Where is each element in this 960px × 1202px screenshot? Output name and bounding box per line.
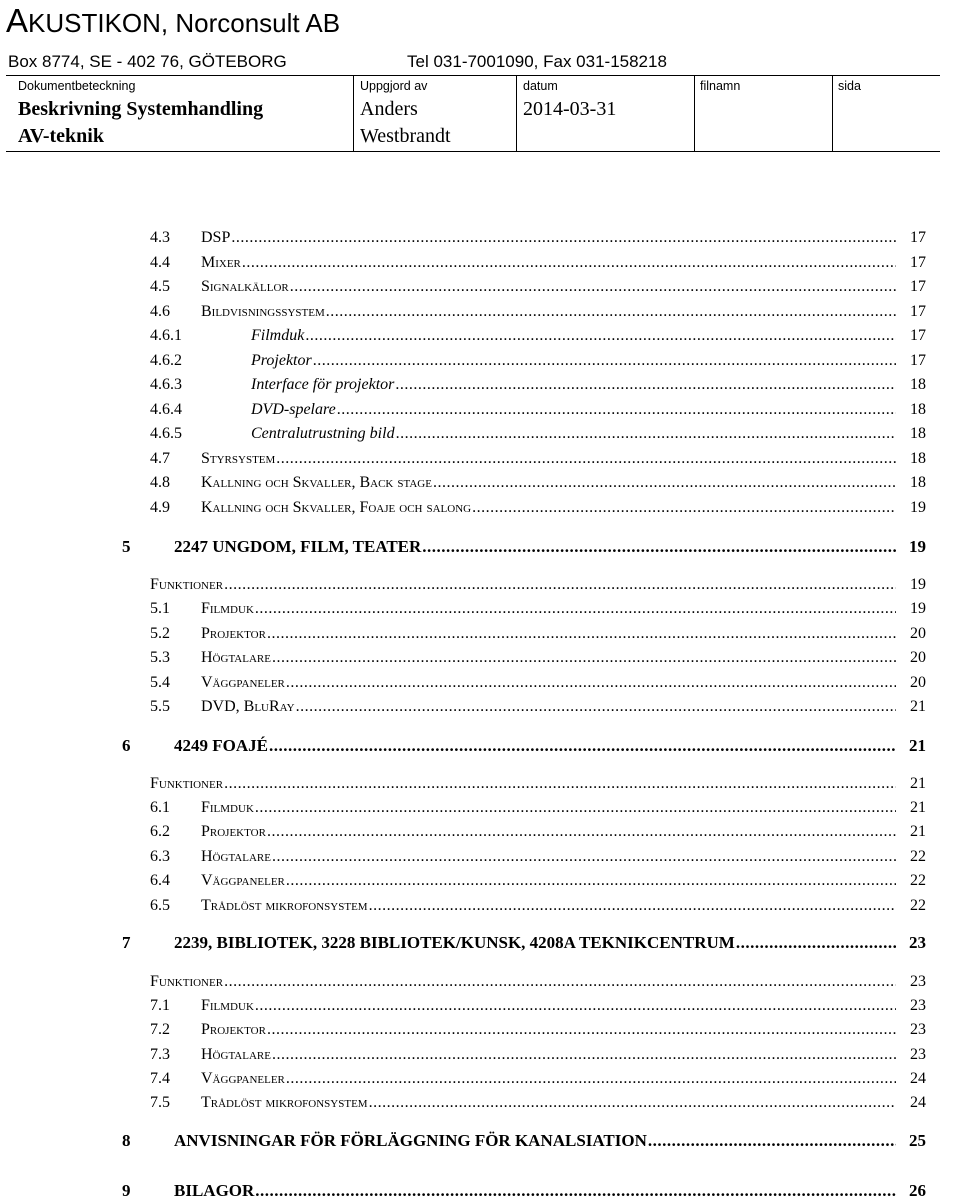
toc-dot-leader	[422, 536, 926, 558]
toc-entry-page-number: 24	[896, 1068, 926, 1090]
toc-entry-leader	[201, 846, 926, 868]
company-name	[6, 4, 340, 40]
toc-entry-number: 4.9	[150, 499, 170, 516]
toc-entry-page-number: 21	[896, 735, 926, 757]
toc-entry-leader	[251, 423, 926, 445]
toc-entry-page-number: 19	[896, 536, 926, 558]
toc-dot-leader	[255, 598, 926, 620]
toc-entry-page-number: 24	[896, 1092, 926, 1114]
toc-entry[interactable]	[0, 1180, 960, 1202]
toc-dot-leader	[231, 227, 926, 249]
toc-entry-title: 4249 FOAJÉ	[174, 736, 268, 755]
toc-entry[interactable]	[0, 1092, 960, 1114]
toc-entry[interactable]	[0, 735, 960, 757]
toc-entry-leader	[251, 350, 926, 372]
toc-entry-page-number: 17	[896, 301, 926, 323]
toc-entry-number: 6.4	[150, 872, 170, 889]
toc-entry-title: DVD, BluRay	[201, 698, 295, 715]
toc-entry-number: 6.5	[150, 897, 170, 914]
toc-entry[interactable]	[0, 301, 960, 323]
field-label: sida	[838, 79, 861, 93]
toc-dot-leader	[290, 276, 926, 298]
toc-entry[interactable]	[0, 350, 960, 372]
toc-entry-number: 4.6.2	[150, 352, 182, 369]
toc-entry[interactable]	[0, 448, 960, 470]
toc-entry-page-number: 26	[896, 1180, 926, 1202]
toc-dot-leader	[255, 1180, 926, 1202]
toc-entry-title: Projektor	[201, 823, 266, 840]
toc-entry-number: 7.3	[150, 1046, 170, 1063]
toc-entry-page-number: 18	[896, 448, 926, 470]
toc-entry-page-number: 20	[896, 623, 926, 645]
toc-entry-page-number: 17	[896, 350, 926, 372]
toc-dot-leader	[369, 895, 926, 917]
toc-entry-leader	[201, 1044, 926, 1066]
toc-entry-title: Projektor	[201, 625, 266, 642]
toc-entry[interactable]	[0, 1068, 960, 1090]
toc-entry-title: Bildvisningssystem	[201, 303, 325, 320]
toc-entry-leader	[174, 1130, 926, 1152]
toc-dot-leader	[242, 252, 926, 274]
toc-entry-leader	[201, 797, 926, 819]
toc-entry-number: 4.6.4	[150, 401, 182, 418]
company-name-initial: A	[6, 2, 29, 39]
toc-entry-leader	[201, 696, 926, 718]
toc-entry-title: Trådlöst mikrofonsystem	[201, 1094, 368, 1111]
toc-entry-title: Högtalare	[201, 1046, 271, 1063]
toc-entry[interactable]	[0, 895, 960, 917]
toc-entry-title: Filmduk	[251, 327, 305, 344]
toc-entry[interactable]	[0, 995, 960, 1017]
toc-entry-leader	[201, 1092, 926, 1114]
toc-entry[interactable]	[0, 773, 960, 795]
toc-entry-number: 9	[122, 1181, 131, 1200]
field-value: Westbrandt	[360, 125, 451, 147]
header-field-author	[360, 79, 451, 150]
header-field-page	[838, 79, 861, 94]
toc-entry-leader	[251, 399, 926, 421]
phone-fax: Tel 031-7001090, Fax 031-158218	[407, 52, 667, 71]
header-field-document	[18, 79, 263, 150]
toc-entry-number: 6.3	[150, 848, 170, 865]
company-address-line	[8, 52, 938, 72]
toc-dot-leader	[337, 399, 926, 421]
toc-entry-page-number: 21	[896, 696, 926, 718]
toc-entry-title: Högtalare	[201, 649, 271, 666]
toc-entry-title: Trådlöst mikrofonsystem	[201, 897, 368, 914]
toc-entry-title: 2239, BIBLIOTEK, 3228 BIBLIOTEK/KUNSK, 4208A TEKNIKCENTRUM	[174, 933, 735, 952]
header-rule-bottom	[6, 151, 940, 152]
field-value: 2014-03-31	[523, 98, 617, 120]
toc-entry[interactable]	[0, 423, 960, 445]
toc-entry-title: Högtalare	[201, 848, 271, 865]
header-column-divider	[694, 76, 695, 151]
toc-entry[interactable]	[0, 227, 960, 249]
toc-entry-title: Funktioner	[150, 576, 224, 593]
toc-dot-leader	[267, 623, 926, 645]
header-column-divider	[353, 76, 354, 151]
field-value: Beskrivning Systemhandling	[18, 98, 264, 120]
toc-dot-leader	[286, 870, 926, 892]
toc-entry-page-number: 23	[896, 1044, 926, 1066]
toc-entry-page-number: 17	[896, 276, 926, 298]
toc-entry-leader	[150, 971, 926, 993]
toc-dot-leader	[272, 1044, 926, 1066]
toc-entry-number: 7.2	[150, 1021, 170, 1038]
toc-entry-leader	[201, 227, 926, 249]
toc-entry-number: 7.5	[150, 1094, 170, 1111]
toc-entry[interactable]	[0, 1130, 960, 1152]
toc-entry-page-number: 17	[896, 325, 926, 347]
toc-entry-page-number: 21	[896, 821, 926, 843]
toc-entry-page-number: 19	[896, 598, 926, 620]
toc-entry[interactable]	[0, 374, 960, 396]
toc-entry-page-number: 22	[896, 870, 926, 892]
toc-entry-number: 6.2	[150, 823, 170, 840]
toc-entry-number: 4.7	[150, 450, 170, 467]
toc-entry[interactable]	[0, 472, 960, 494]
field-value: AV-teknik	[18, 125, 104, 147]
toc-dot-leader	[267, 821, 926, 843]
toc-entry-leader	[201, 995, 926, 1017]
company-name-rest: KUSTIKON, Norconsult AB	[28, 8, 341, 38]
toc-dot-leader	[267, 1019, 926, 1041]
toc-entry-leader	[251, 325, 926, 347]
toc-entry-title: Filmduk	[201, 997, 254, 1014]
toc-entry[interactable]	[0, 1044, 960, 1066]
toc-entry-page-number: 23	[896, 971, 926, 993]
toc-entry-title: Projektor	[201, 1021, 266, 1038]
toc-entry-leader	[174, 735, 926, 757]
toc-entry-title: Kallning och Skvaller, Foaje och salong	[201, 499, 472, 516]
header-column-divider	[516, 76, 517, 151]
toc-entry-page-number: 20	[896, 672, 926, 694]
toc-entry-leader	[201, 647, 926, 669]
toc-entry-title: Väggpaneler	[201, 674, 285, 691]
toc-entry[interactable]	[0, 325, 960, 347]
toc-entry[interactable]	[0, 647, 960, 669]
toc-dot-leader	[396, 423, 926, 445]
toc-entry-title: ANVISNINGAR FÖR FÖRLÄGGNING FÖR KANALSIATION	[174, 1131, 647, 1150]
toc-entry-title: Funktioner	[150, 775, 224, 792]
toc-entry-title: Centralutrustning bild	[251, 425, 395, 442]
toc-entry-leader	[150, 773, 926, 795]
toc-dot-leader	[313, 350, 926, 372]
toc-dot-leader	[395, 374, 926, 396]
toc-entry-page-number: 18	[896, 472, 926, 494]
toc-dot-leader	[224, 574, 926, 596]
toc-entry-leader	[201, 448, 926, 470]
toc-entry-leader	[201, 623, 926, 645]
toc-dot-leader	[305, 325, 926, 347]
toc-entry-number: 5	[122, 537, 131, 556]
header-column-divider	[832, 76, 833, 151]
toc-entry-title: DVD-spelare	[251, 401, 336, 418]
toc-entry[interactable]	[0, 971, 960, 993]
header-field-date	[523, 79, 616, 123]
toc-entry-page-number: 22	[896, 846, 926, 868]
toc-entry-title: Signalkällor	[201, 278, 289, 295]
toc-entry-page-number: 23	[896, 932, 926, 954]
toc-entry-number: 5.4	[150, 674, 170, 691]
toc-dot-leader	[276, 448, 926, 470]
toc-entry[interactable]	[0, 797, 960, 819]
toc-dot-leader	[286, 1068, 926, 1090]
toc-entry-number: 6.1	[150, 799, 170, 816]
toc-entry-leader	[174, 932, 926, 954]
toc-entry[interactable]	[0, 574, 960, 596]
toc-entry-number: 5.5	[150, 698, 170, 715]
toc-entry-number: 8	[122, 1131, 131, 1150]
field-label: Dokumentbeteckning	[18, 79, 136, 93]
toc-entry[interactable]	[0, 672, 960, 694]
toc-entry[interactable]	[0, 536, 960, 558]
toc-entry-title: Mixer	[201, 254, 241, 271]
header-rule-top	[6, 75, 940, 76]
toc-dot-leader	[296, 696, 926, 718]
toc-entry-leader	[201, 252, 926, 274]
toc-entry-number: 6	[122, 736, 131, 755]
toc-entry-leader	[201, 598, 926, 620]
toc-entry-page-number: 18	[896, 374, 926, 396]
toc-entry-number: 4.6.5	[150, 425, 182, 442]
toc-entry-page-number: 25	[896, 1130, 926, 1152]
toc-entry-page-number: 20	[896, 647, 926, 669]
toc-dot-leader	[272, 647, 926, 669]
toc-entry-leader	[201, 672, 926, 694]
toc-entry[interactable]	[0, 497, 960, 519]
toc-entry-page-number: 19	[896, 574, 926, 596]
field-label: Uppgjord av	[360, 79, 428, 93]
toc-entry[interactable]	[0, 399, 960, 421]
toc-entry-number: 7.1	[150, 997, 170, 1014]
toc-entry-leader	[201, 1068, 926, 1090]
toc-entry-page-number: 22	[896, 895, 926, 917]
toc-entry-page-number: 17	[896, 227, 926, 249]
toc-entry-leader	[201, 497, 926, 519]
toc-entry-page-number: 18	[896, 423, 926, 445]
toc-entry-number: 7.4	[150, 1070, 170, 1087]
toc-dot-leader	[272, 846, 926, 868]
toc-dot-leader	[326, 301, 926, 323]
toc-entry-title: Väggpaneler	[201, 872, 285, 889]
toc-entry[interactable]	[0, 623, 960, 645]
toc-entry[interactable]	[0, 870, 960, 892]
toc-entry-page-number: 23	[896, 1019, 926, 1041]
field-label: filnamn	[700, 79, 741, 93]
toc-entry-number: 5.3	[150, 649, 170, 666]
toc-entry[interactable]	[0, 821, 960, 843]
toc-dot-leader	[472, 497, 926, 519]
toc-entry-title: Filmduk	[201, 600, 254, 617]
toc-entry[interactable]	[0, 598, 960, 620]
field-value: Anders	[360, 98, 418, 120]
toc-entry-number: 7	[122, 933, 131, 952]
toc-entry-leader	[174, 536, 926, 558]
toc-entry-title: Filmduk	[201, 799, 254, 816]
toc-dot-leader	[269, 735, 926, 757]
toc-entry-number: 4.5	[150, 278, 170, 295]
toc-entry-leader	[201, 895, 926, 917]
toc-entry-number: 5.1	[150, 600, 170, 617]
toc-entry-title: Väggpaneler	[201, 1070, 285, 1087]
toc-entry-page-number: 23	[896, 995, 926, 1017]
toc-entry-leader	[201, 276, 926, 298]
toc-entry-title: Projektor	[251, 352, 312, 369]
toc-entry-number: 4.6.1	[150, 327, 182, 344]
toc-entry-page-number: 18	[896, 399, 926, 421]
toc-entry-title: 2247 UNGDOM, FILM, TEATER	[174, 537, 422, 556]
toc-entry-leader	[201, 870, 926, 892]
toc-entry-number: 5.2	[150, 625, 170, 642]
toc-entry-number: 4.3	[150, 229, 170, 246]
toc-entry-leader	[150, 574, 926, 596]
toc-entry[interactable]	[0, 1019, 960, 1041]
toc-entry-number: 4.6.3	[150, 376, 182, 393]
toc-entry-page-number: 17	[896, 252, 926, 274]
toc-entry-number: 4.4	[150, 254, 170, 271]
toc-entry-leader	[201, 472, 926, 494]
toc-entry-leader	[174, 1180, 926, 1202]
toc-entry-leader	[201, 821, 926, 843]
toc-dot-leader	[286, 672, 926, 694]
toc-entry-leader	[201, 1019, 926, 1041]
toc-dot-leader	[369, 1092, 926, 1114]
toc-entry-page-number: 21	[896, 797, 926, 819]
toc-entry-page-number: 21	[896, 773, 926, 795]
toc-entry-title: BILAGOR	[174, 1181, 255, 1200]
toc-entry-title: Funktioner	[150, 973, 224, 990]
toc-entry-leader	[201, 301, 926, 323]
postal-address: Box 8774, SE - 402 76, GÖTEBORG	[8, 52, 287, 71]
toc-entry-leader	[251, 374, 926, 396]
toc-entry-title: Kallning och Skvaller, Back stage	[201, 474, 432, 491]
toc-entry-number: 4.8	[150, 474, 170, 491]
toc-entry[interactable]	[0, 252, 960, 274]
toc-entry[interactable]	[0, 932, 960, 954]
toc-entry-title: Interface för projektor	[251, 376, 395, 393]
toc-dot-leader	[224, 773, 926, 795]
toc-dot-leader	[433, 472, 926, 494]
field-label: datum	[523, 79, 558, 93]
header-field-filename	[700, 79, 740, 94]
toc-entry[interactable]	[0, 696, 960, 718]
toc-entry[interactable]	[0, 846, 960, 868]
toc-entry-number: 4.6	[150, 303, 170, 320]
toc-dot-leader	[648, 1130, 926, 1152]
toc-entry-page-number: 19	[896, 497, 926, 519]
toc-entry-title: Styrsystem	[201, 450, 276, 467]
toc-entry-title: DSP	[201, 229, 231, 246]
toc-dot-leader	[255, 995, 926, 1017]
toc-dot-leader	[255, 797, 926, 819]
toc-dot-leader	[224, 971, 926, 993]
toc-entry[interactable]	[0, 276, 960, 298]
